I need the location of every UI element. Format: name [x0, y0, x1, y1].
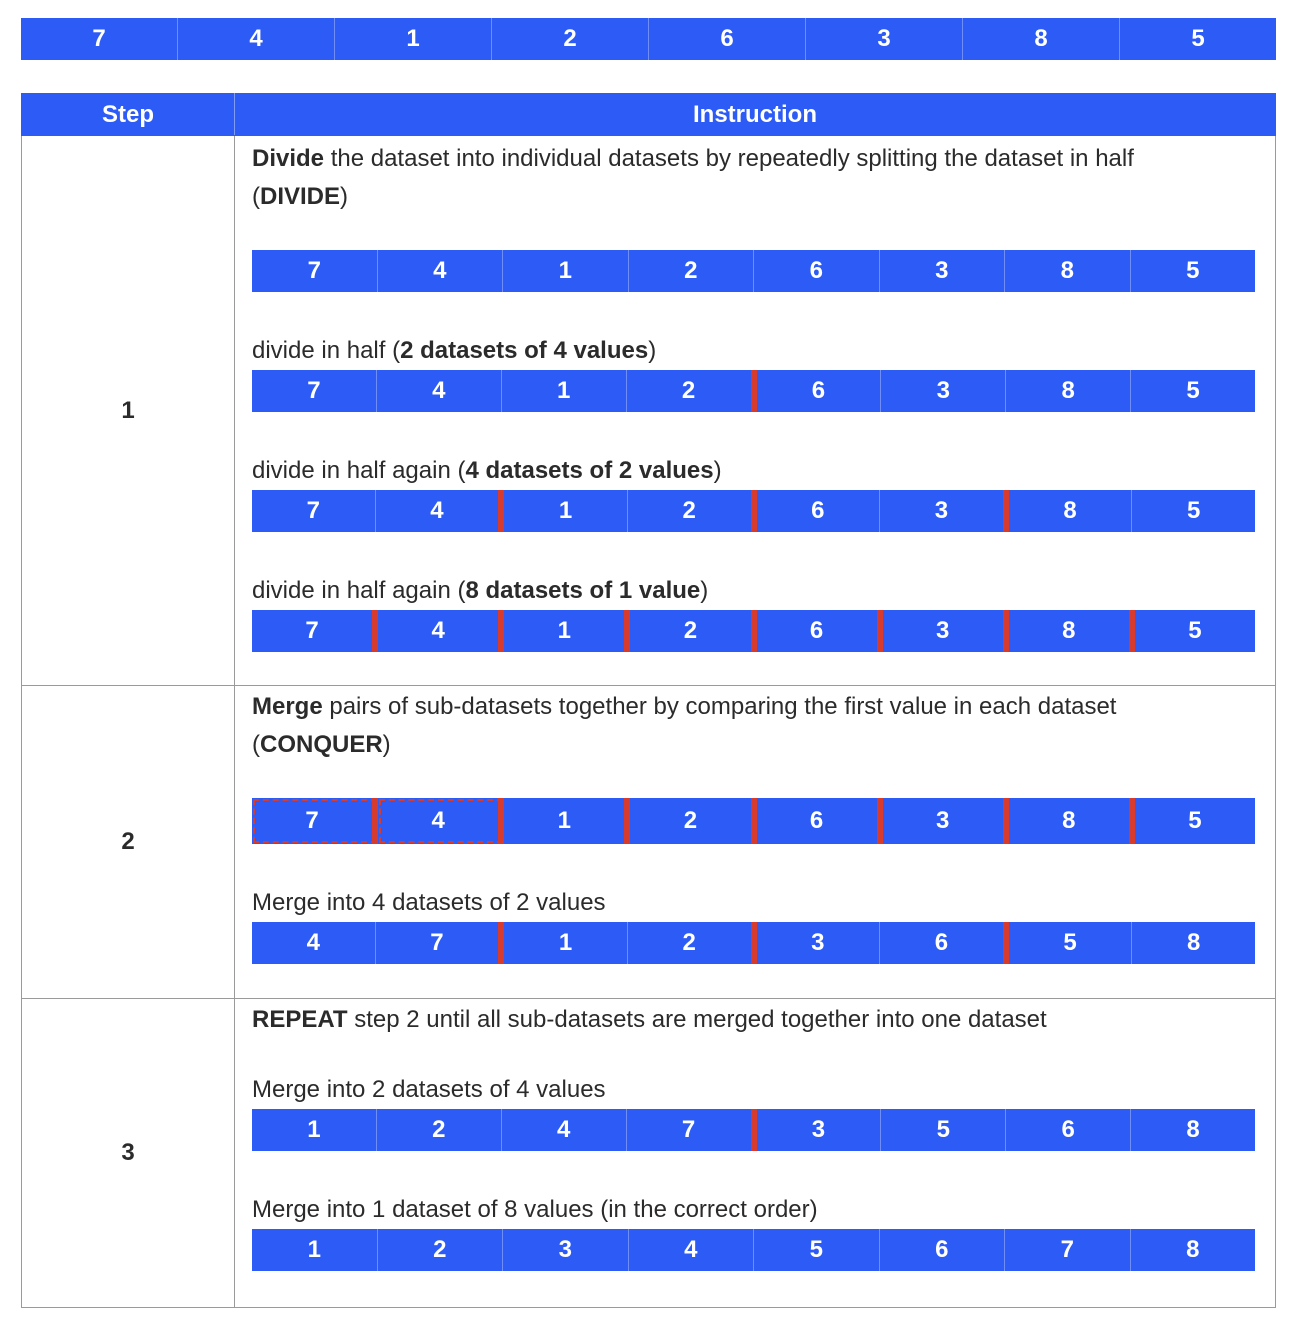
value-cell: 3 — [757, 922, 881, 964]
value-cell: 8 — [1186, 1236, 1200, 1263]
keyword: 4 datasets of 2 values — [465, 457, 714, 484]
text: ) — [648, 337, 657, 364]
value-cell: 4 — [629, 1229, 755, 1271]
value-cell: 8 — [1009, 610, 1135, 652]
value-cell: 8 — [1009, 490, 1133, 532]
step-label — [252, 572, 1255, 610]
step-number: 2 — [22, 686, 235, 999]
text: pairs of sub-datasets together by comparing the first value in each dataset — [322, 693, 1117, 720]
value-cell: 2 — [630, 610, 756, 652]
value-cell: 3 — [757, 1109, 882, 1151]
keyword: DIVIDE — [260, 183, 341, 210]
value-cell: 4 — [178, 18, 335, 60]
value-cell: 6 — [757, 370, 882, 412]
value-cell: 6 — [757, 610, 883, 652]
keyword: 8 datasets of 1 value — [465, 577, 701, 604]
value-cell: 4 — [378, 798, 504, 844]
dataset-bar — [252, 490, 1255, 532]
value-cell: 8 — [1187, 929, 1201, 956]
value-cell: 4 — [252, 922, 376, 964]
value-cell: 4 — [376, 490, 505, 532]
value-cell: 6 — [880, 1229, 1006, 1271]
value-cell: 1 — [335, 18, 492, 60]
value-cell: 7 — [627, 1109, 757, 1151]
text: ) — [340, 183, 349, 210]
value-cell: 6 — [649, 18, 806, 60]
value-cell: 7 — [252, 798, 378, 844]
value-cell: 1 — [252, 1109, 377, 1151]
value-cell: 5 — [881, 1109, 1006, 1151]
merge-sort-steps-table — [21, 93, 1276, 1308]
dataset-bar — [252, 1229, 1255, 1271]
keyword: Divide — [252, 145, 325, 172]
text: ( — [252, 183, 260, 210]
value-cell: 2 — [627, 370, 757, 412]
table-row — [22, 136, 1276, 686]
value-cell: 6 — [754, 250, 880, 292]
value-cell: 1 — [504, 798, 630, 844]
value-cell: 5 — [1186, 377, 1200, 404]
value-cell: 6 — [1006, 1109, 1131, 1151]
text: ( — [252, 731, 260, 758]
keyword: REPEAT — [252, 1006, 348, 1033]
value-cell: 8 — [1006, 370, 1131, 412]
value-cell: 2 — [628, 490, 757, 532]
dataset-bar — [252, 1109, 1255, 1151]
value-cell: 5 — [1188, 617, 1202, 644]
value-cell: 7 — [21, 18, 178, 60]
dataset-bar — [252, 610, 1255, 652]
text: the dataset into individual datasets by repeatedly splitting the dataset in half — [324, 145, 1134, 172]
dataset-bar — [252, 922, 1255, 964]
table-header-row — [22, 94, 1276, 136]
instruction-column-header: Instruction — [235, 94, 1276, 136]
value-cell: 3 — [883, 610, 1009, 652]
value-cell: 3 — [503, 1229, 629, 1271]
value-cell: 1 — [504, 922, 628, 964]
value-cell: 2 — [492, 18, 649, 60]
value-cell: 4 — [378, 250, 504, 292]
value-cell: 7 — [1005, 1229, 1131, 1271]
value-cell: 8 — [1005, 250, 1131, 292]
instruction-cell — [235, 136, 1276, 686]
value-cell: 5 — [1188, 807, 1202, 834]
value-cell: 2 — [629, 250, 755, 292]
value-cell: 6 — [880, 922, 1009, 964]
table-row — [22, 999, 1276, 1308]
value-cell: 5 — [754, 1229, 880, 1271]
value-cell: 4 — [378, 610, 504, 652]
text: step 2 until all sub-datasets are merged together into one dataset — [347, 1006, 1047, 1033]
value-cell: 3 — [881, 370, 1006, 412]
step-label: Merge into 2 datasets of 4 values — [252, 1076, 606, 1103]
value-cell: 7 — [376, 922, 505, 964]
value-cell: 2 — [378, 1229, 504, 1271]
value-cell: 4 — [502, 1109, 627, 1151]
value-cell: 8 — [1186, 1116, 1200, 1143]
value-cell: 1 — [252, 1229, 378, 1271]
table-row — [22, 686, 1276, 999]
instruction-text — [252, 1001, 1255, 1039]
value-cell: 8 — [1009, 798, 1135, 844]
step-label: Merge into 1 dataset of 8 values (in the correct order) — [252, 1196, 818, 1223]
value-cell: 2 — [377, 1109, 502, 1151]
dataset-bar — [252, 370, 1255, 412]
value-cell: 6 — [757, 490, 881, 532]
value-cell: 8 — [963, 18, 1120, 60]
value-cell: 3 — [806, 18, 963, 60]
dataset-bar — [252, 798, 1255, 844]
text: divide in half again ( — [252, 457, 466, 484]
value-cell: 2 — [628, 922, 757, 964]
value-cell: 3 — [880, 490, 1009, 532]
instruction-text — [252, 140, 1255, 216]
instruction-cell — [235, 999, 1276, 1308]
text: ) — [700, 577, 709, 604]
instruction-text — [252, 688, 1255, 764]
value-cell: 5 — [1186, 257, 1200, 284]
value-cell: 4 — [377, 370, 502, 412]
text: divide in half again ( — [252, 577, 466, 604]
value-cell: 3 — [883, 798, 1009, 844]
step-label — [252, 452, 1255, 490]
step-column-header: Step — [22, 94, 235, 136]
value-cell: 7 — [252, 610, 378, 652]
top-dataset-bar — [21, 18, 1276, 60]
step-label — [252, 332, 1255, 370]
keyword: 2 datasets of 4 values — [400, 337, 649, 364]
text: ) — [713, 457, 722, 484]
value-cell: 6 — [757, 798, 883, 844]
text: ) — [382, 731, 391, 758]
value-cell: 1 — [503, 250, 629, 292]
value-cell: 7 — [252, 490, 376, 532]
value-cell: 3 — [880, 250, 1006, 292]
step-number: 3 — [22, 999, 235, 1308]
value-cell: 5 — [1009, 922, 1133, 964]
keyword: CONQUER — [260, 731, 383, 758]
step-label: Merge into 4 datasets of 2 values — [252, 889, 606, 916]
keyword: Merge — [252, 693, 323, 720]
value-cell: 1 — [502, 370, 627, 412]
value-cell: 1 — [504, 490, 628, 532]
value-cell: 7 — [252, 370, 377, 412]
value-cell: 2 — [630, 798, 756, 844]
dataset-bar — [252, 250, 1255, 292]
text: divide in half ( — [252, 337, 401, 364]
value-cell: 5 — [1187, 497, 1201, 524]
step-number: 1 — [22, 136, 235, 686]
instruction-cell — [235, 686, 1276, 999]
value-cell: 7 — [252, 250, 378, 292]
value-cell: 1 — [504, 610, 630, 652]
value-cell: 5 — [1191, 25, 1205, 52]
